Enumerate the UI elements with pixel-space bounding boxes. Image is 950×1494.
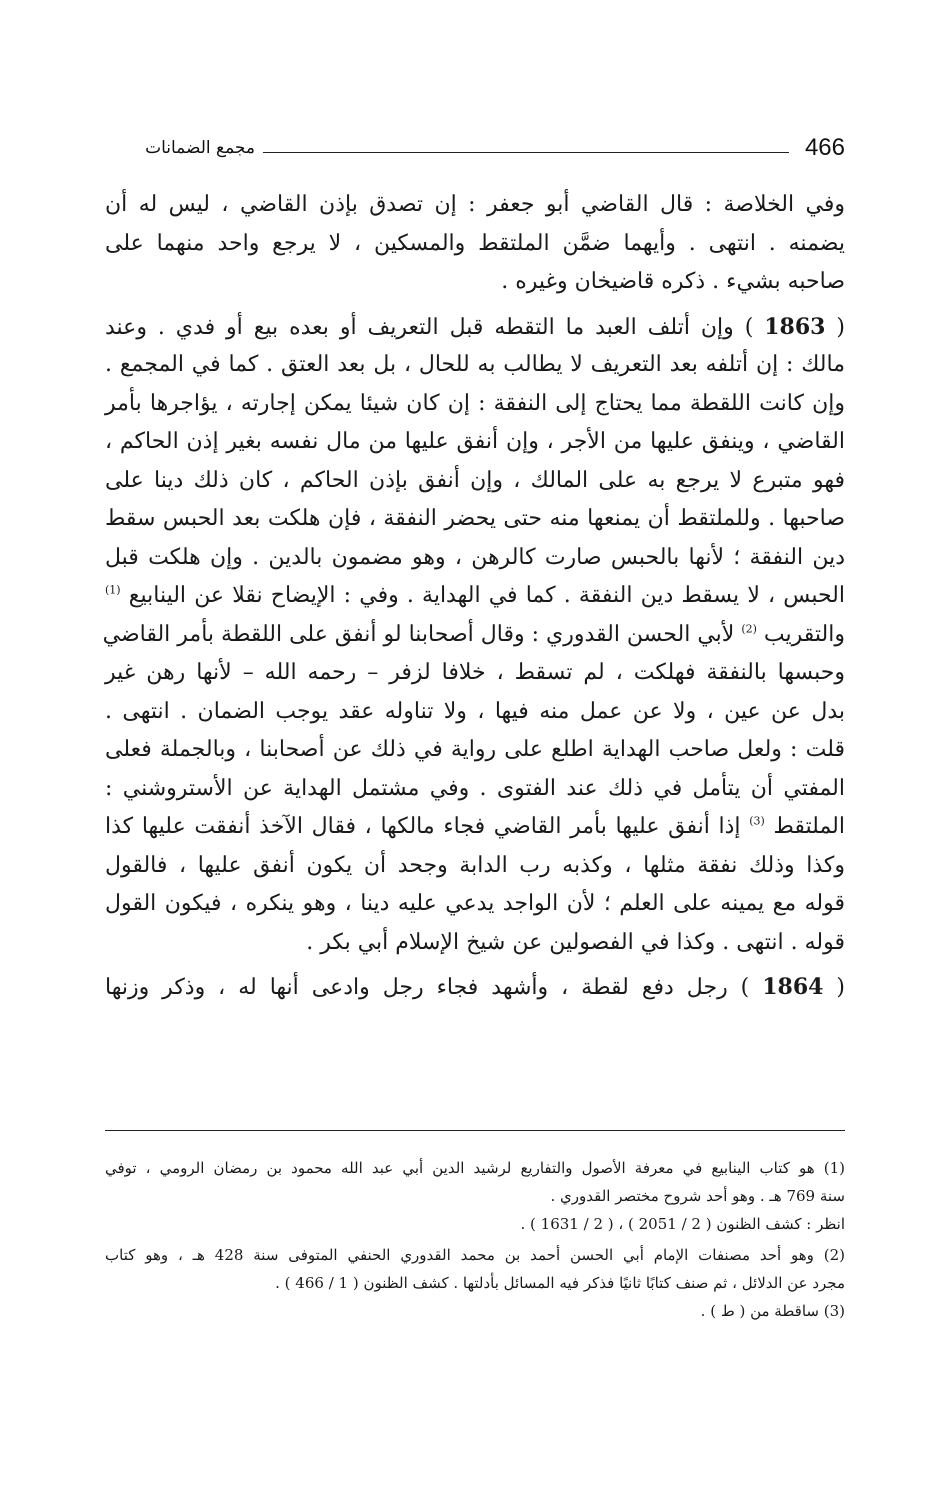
issue-1863-first-line	[105, 308, 845, 347]
open-paren: (	[823, 975, 846, 1000]
open-paren: (	[825, 314, 845, 340]
page-header	[105, 132, 845, 172]
text-run: لأبي الحسن القدوري : وقال أصحابنا لو أنفق على اللقطة بأمر القاضي	[102, 621, 735, 647]
text-run: ) وإن أتلف العبد ما التقطه قبل التعريف أو بعده بيع أو فدي . وعند	[105, 314, 754, 340]
text-line: قوله . انتهى . وكذا في الفصولين عن شيخ الإسلام أبي بكر .	[306, 929, 845, 955]
text-line: بدل عن عين ، ولا عن عمل منه فيها ، ولا تناوله عقد يوجب الضمان . انتهى .	[105, 698, 845, 724]
text-run: الملتقط	[773, 814, 845, 839]
running-title: مجمع الضمانات	[145, 138, 255, 158]
text-line: وحبسها بالنفقة فهلكت ، لم تسقط ، خلافا لزفر – رحمه الله – لأنها رهن غير	[105, 660, 845, 685]
text-line: وكذا وذلك نفقة مثلها ، وكذبه رب الدابة وجحد أن يكون أنفق عليها ، فالقول	[105, 852, 845, 878]
text-run: الحبس ، لا يسقط دين النفقة . كما في الهداية . وفي : الإيضاح نقلا عن الينابيع	[128, 583, 846, 608]
text-line	[105, 808, 845, 847]
text-line	[102, 616, 845, 655]
text-run: إذا أنفق عليها بأمر القاضي فجاء مالكها ، فقال الآخذ أنفقت عليها كذا	[105, 814, 741, 839]
footnotes	[105, 1154, 845, 1325]
header-rule	[263, 152, 789, 153]
text-run: والتقريب	[763, 621, 845, 647]
text-line: المفتي أن يتأمل في ذلك عند الفتوى . وفي مشتمل الهداية عن الأستروشني :	[105, 775, 845, 801]
footnote-line: مجرد عن الدلائل ، ثم صنف كتابًا ثانيًا فذكر فيه المسائل بأدلتها . كشف الظنون ( 1 / 466 ) .	[275, 1274, 845, 1292]
footnote-line: سنة 769 هـ . وهو أحد شروح مختصر القدوري .	[550, 1187, 845, 1205]
text-line: القاضي ، وينفق عليها من الأجر ، وإن أنفق عليها من مال نفسه بغير إذن الحاكم ،	[105, 429, 845, 454]
text-line: قلت : ولعل صاحب الهداية اطلع على رواية في ذلك عن أصحابنا ، وبالجملة فعلى	[105, 737, 845, 762]
text-line: يضمنه . انتهى . وأيهما ضمَّن الملتقط والمسكين ، لا يرجع واحد منهما على	[105, 230, 845, 256]
text-line	[105, 577, 845, 616]
text-line: صاحبه بشيء . ذكره قاضيخان وغيره .	[501, 269, 845, 294]
issue-number: 1864	[762, 974, 824, 1000]
text-line: وفي الخلاصة : قال القاضي أبو جعفر : إن تصدق بإذن القاضي ، ليس له أن	[105, 192, 845, 217]
main-text	[102, 186, 846, 1007]
issue-number: 1863	[764, 313, 826, 340]
text-line: فهو متبرع لا يرجع به على المالك ، وإن أنفق بإذن الحاكم ، كان ذلك دينا على	[105, 467, 845, 493]
footnote-rule	[105, 1130, 845, 1131]
footnote-line: (2) وهو أحد مصنفات الإمام أبي الحسن أحمد بن محمد القدوري الحنفي المتوفى سنة 428 هـ ، وهو كتاب	[105, 1246, 845, 1264]
text-line: قوله مع يمينه على العلم ؛ لأن الواجد يدعي عليه دينا ، وهو ينكره ، فيكون القول	[105, 891, 845, 916]
footnote-line: (1) هو كتاب الينابيع في معرفة الأصول والتفاريع لرشيد الدين أبي عبد الله محمود بن رمضان الرومي ، توفي	[105, 1159, 845, 1177]
text-line: وإن كانت اللقطة مما يحتاج إلى النفقة : إن كان شيئا يمكن إجارته ، يؤاجرها بأمر	[105, 390, 845, 416]
text-run: ) رجل دفع لقطة ، وأشهد فجاء رجل وادعى أنها له ، وذكر وزنها	[105, 975, 750, 1000]
text-line: صاحبها . وللملتقط أن يمنعها منه حتى يحضر النفقة ، فإن هلكت بعد الحبس سقط	[105, 506, 845, 531]
footnote-marker[interactable]: (1)	[105, 583, 121, 597]
page-number: 466	[804, 134, 845, 161]
text-line: دين النفقة ؛ لأنها بالحبس صارت كالرهن ، وهو مضمون بالدين . وإن هلكت قبل	[105, 544, 845, 570]
footnote-line: انظر : كشف الظنون ( 2 / 2051 ) ، ( 2 / 1631 ) .	[520, 1215, 845, 1233]
text-line: مالك : إن أتلفه بعد التعريف لا يطالب به للحال ، بل بعد العتق . كما في المجمع .	[105, 352, 845, 377]
footnote-marker[interactable]: (3)	[749, 814, 765, 828]
book-page	[102, 0, 846, 1494]
footnote-marker[interactable]: (2)	[741, 622, 757, 636]
footnote-line: (3) ساقطة من ( ط ) .	[700, 1302, 845, 1320]
issue-1864-first-line	[105, 968, 845, 1007]
